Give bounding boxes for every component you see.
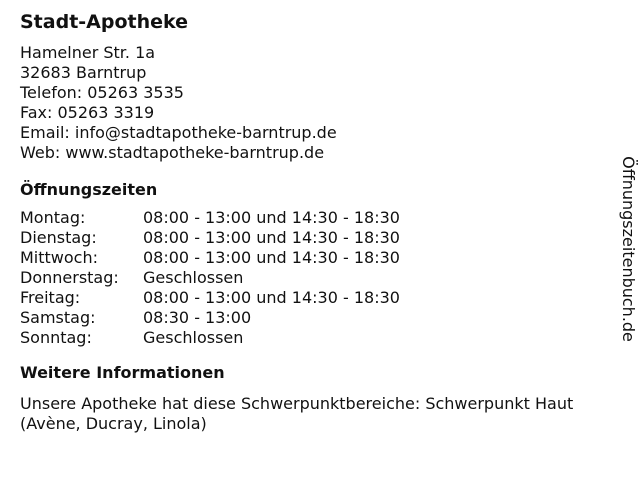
day-label: Montag: xyxy=(20,208,86,227)
hours-row-sunday xyxy=(20,328,620,348)
hours-row-saturday xyxy=(20,308,620,328)
opening-hours-table xyxy=(20,208,620,348)
brand-watermark xyxy=(614,134,640,364)
day-label: Mittwoch: xyxy=(20,248,98,267)
pharmacy-name: Stadt-Apotheke xyxy=(20,11,189,33)
brand-text: Öffnungszeitenbuch.de xyxy=(619,156,639,342)
day-hours: 08:00 - 13:00 und 14:30 - 18:30 xyxy=(143,208,400,227)
day-label: Freitag: xyxy=(20,288,81,307)
hours-row-wednesday xyxy=(20,248,620,268)
day-hours: 08:30 - 13:00 xyxy=(143,308,252,327)
day-label: Donnerstag: xyxy=(20,268,119,287)
pharmacy-card xyxy=(20,9,620,434)
hours-row-monday xyxy=(20,208,620,228)
street-address: Hamelner Str. 1a xyxy=(20,43,156,62)
phone-number: Telefon: 05263 3535 xyxy=(20,83,184,102)
hours-row-tuesday xyxy=(20,228,620,248)
hours-row-thursday xyxy=(20,268,620,288)
day-hours: 08:00 - 13:00 und 14:30 - 18:30 xyxy=(143,228,400,247)
contact-block xyxy=(20,43,620,163)
day-hours: 08:00 - 13:00 und 14:30 - 18:30 xyxy=(143,248,400,267)
day-label: Dienstag: xyxy=(20,228,97,247)
hours-row-friday xyxy=(20,288,620,308)
further-info-heading: Weitere Informationen xyxy=(20,363,225,382)
fax-number: Fax: 05263 3319 xyxy=(20,103,155,122)
email-address: Email: info@stadtapotheke-barntrup.de xyxy=(20,123,337,142)
day-hours: 08:00 - 13:00 und 14:30 - 18:30 xyxy=(143,288,400,307)
opening-hours-heading: Öffnungszeiten xyxy=(20,180,158,199)
website-address: Web: www.stadtapotheke-barntrup.de xyxy=(20,143,325,162)
day-label: Sonntag: xyxy=(20,328,92,347)
further-info-text: Unsere Apotheke hat diese Schwerpunktbereiche: Schwerpunkt Haut (Avène, Ducray, Linola) xyxy=(20,394,574,433)
day-hours: Geschlossen xyxy=(143,328,244,347)
postal-city: 32683 Barntrup xyxy=(20,63,147,82)
day-label: Samstag: xyxy=(20,308,96,327)
day-hours: Geschlossen xyxy=(143,268,244,287)
